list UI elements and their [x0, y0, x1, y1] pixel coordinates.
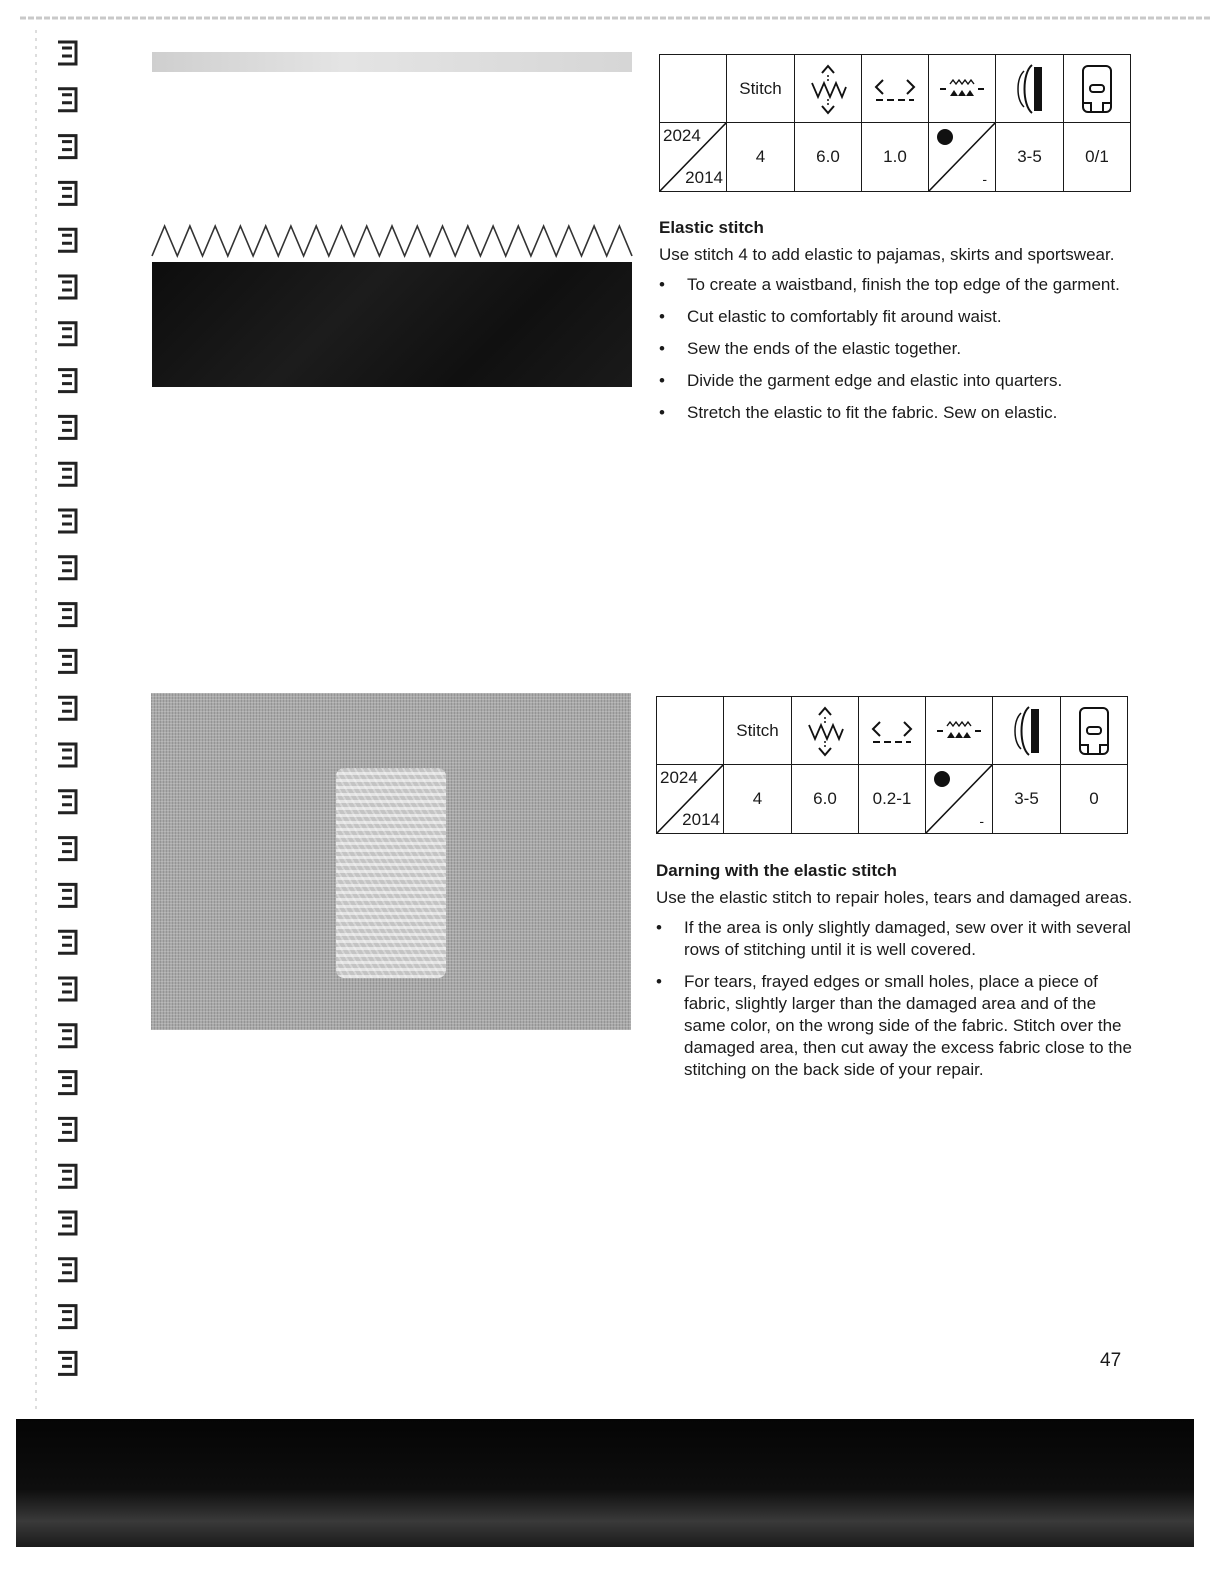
section-intro: Use stitch 4 to add elastic to pajamas, skirts and sportswear. — [659, 245, 1115, 264]
list-item: • Divide the garment edge and elastic into quarters. — [659, 370, 1149, 392]
stitch-header: Stitch — [724, 697, 792, 765]
binding-ring — [58, 229, 76, 251]
page-number: 47 — [1100, 1350, 1122, 1371]
year-2014: 2014 — [682, 810, 720, 829]
year-2014: 2014 — [685, 168, 723, 187]
foot-value: 0 — [1061, 765, 1128, 834]
thread-tension-icon — [1010, 61, 1050, 117]
bottom-dark-band — [16, 1419, 1194, 1547]
feed-dot-indicator — [937, 129, 953, 145]
year-2024: 2024 — [663, 126, 701, 145]
elastic-stitch-section — [659, 217, 1149, 434]
binding-ring — [58, 978, 76, 1000]
feed-dash: - — [982, 171, 987, 187]
binding-ring — [58, 1025, 76, 1047]
year-2024: 2024 — [660, 768, 698, 787]
section-title: Darning with the elastic stitch — [656, 861, 897, 880]
binding-ring — [58, 370, 76, 392]
stitch-settings-table-2 — [656, 696, 1128, 834]
binding-ring — [58, 182, 76, 204]
list-item: • For tears, frayed edges or small holes, place a piece of fabric, slightly larger than the damaged area and of the same color, on the wrong side of the fabric. Stitch over the damaged area, then cut away the excess fabric close to the stitching on the back side of your repair. — [656, 971, 1136, 1081]
darning-section — [656, 860, 1136, 1091]
stitch-length-icon — [873, 74, 917, 104]
gray-header-bar — [152, 52, 632, 72]
binding-ring — [58, 697, 76, 719]
binding-ring — [58, 510, 76, 532]
binding-ring — [58, 1212, 76, 1234]
binding-ring — [58, 136, 76, 158]
binding-ring — [58, 42, 76, 64]
binding-ring — [58, 1072, 76, 1094]
foot-value: 0/1 — [1064, 123, 1131, 192]
bullet-list — [656, 917, 1136, 1081]
tension-value: 3-5 — [996, 123, 1064, 192]
top-edge-line — [20, 14, 1210, 24]
binding-ring — [58, 323, 76, 345]
list-item: • To create a waistband, finish the top edge of the garment. — [659, 274, 1149, 296]
list-item: • Cut elastic to comfortably fit around waist. — [659, 306, 1149, 328]
feed-dogs-icon — [938, 74, 986, 104]
bullet-list — [659, 274, 1149, 424]
stitch-value: 4 — [724, 765, 792, 834]
binding-ring — [58, 416, 76, 438]
stitch-settings-table-1 — [659, 54, 1131, 192]
binding-ring — [58, 791, 76, 813]
width-value: 6.0 — [792, 765, 859, 834]
binding-ring — [58, 557, 76, 579]
feed-dogs-icon — [935, 716, 983, 746]
length-value: 1.0 — [862, 123, 929, 192]
stitch-header: Stitch — [727, 55, 795, 123]
darning-fabric-photo — [151, 693, 631, 1030]
list-item: • Sew the ends of the elastic together. — [659, 338, 1149, 360]
presser-foot-icon — [1077, 705, 1111, 757]
width-value: 6.0 — [795, 123, 862, 192]
binding-ring — [58, 744, 76, 766]
binding-ring — [58, 884, 76, 906]
binding-ring — [58, 1306, 76, 1328]
binding-ring — [58, 1352, 76, 1374]
binding-ring — [58, 1259, 76, 1281]
stitch-width-icon — [805, 705, 845, 757]
list-item: • Stretch the elastic to fit the fabric. Sew on elastic. — [659, 402, 1149, 424]
section-intro: Use the elastic stitch to repair holes, tears and damaged areas. — [656, 888, 1133, 907]
tension-value: 3-5 — [993, 765, 1061, 834]
binding-ring — [58, 650, 76, 672]
stitch-length-icon — [870, 716, 914, 746]
stitch-width-icon — [808, 63, 848, 115]
binding-ring — [58, 1165, 76, 1187]
presser-foot-icon — [1080, 63, 1114, 115]
binding-ring — [58, 604, 76, 626]
table-corner-cell — [660, 55, 727, 123]
table-corner-cell — [657, 697, 724, 765]
binding-ring — [58, 838, 76, 860]
binding-ring — [58, 1118, 76, 1140]
binding-ring — [58, 931, 76, 953]
length-value: 0.2-1 — [859, 765, 926, 834]
zigzag-stitch-illustration — [150, 220, 634, 262]
section-title: Elastic stitch — [659, 218, 764, 237]
darned-area — [336, 768, 446, 978]
spiral-binding — [0, 0, 110, 1420]
binding-ring — [58, 276, 76, 298]
binding-ring — [58, 89, 76, 111]
elastic-fabric-photo — [152, 262, 632, 387]
feed-dot-indicator — [934, 771, 950, 787]
list-item: • If the area is only slightly damaged, sew over it with several rows of stitching until it is well covered. — [656, 917, 1136, 961]
binding-ring — [58, 463, 76, 485]
thread-tension-icon — [1007, 703, 1047, 759]
feed-dash: - — [979, 813, 984, 829]
stitch-value: 4 — [727, 123, 795, 192]
